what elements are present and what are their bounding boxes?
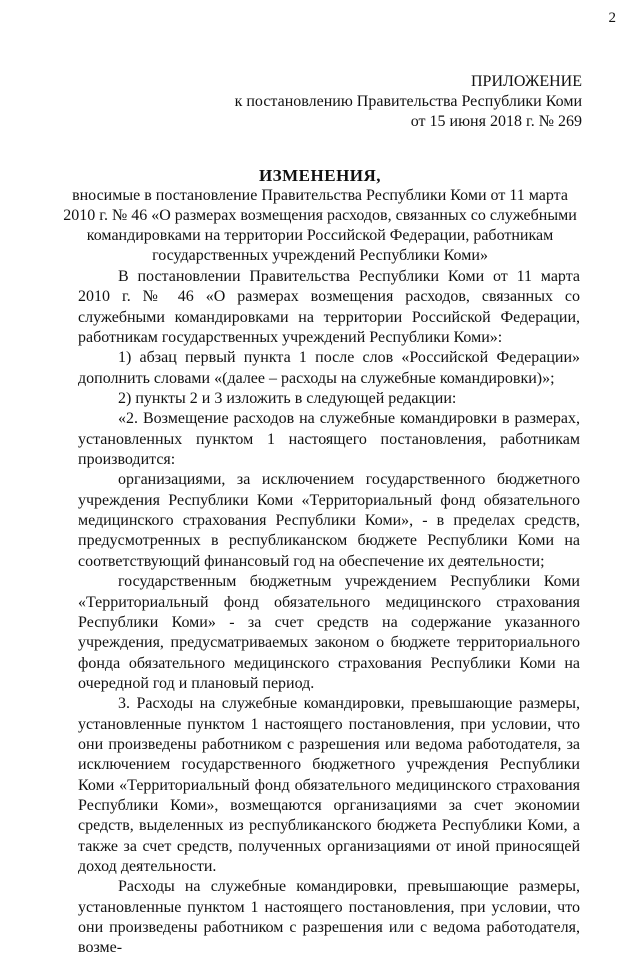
paragraph-intro: В постановлении Правительства Республики Коми от 11 марта 2010 г. № 46 «О размерах возмещения расходов, связанных со служебными командировками на территории Российской Федерации, работникам государственных учреждений Республики Коми»:: [78, 268, 580, 347]
appendix-reference: к постановлению Правительства Республики Коми: [234, 93, 582, 110]
paragraph-point-2: «2. Возмещение расходов на служебные командировки в размерах, установленных пунктом 1 настоящего постановления, работникам производится:: [78, 410, 580, 469]
page-number: 2: [608, 10, 616, 26]
body-text: [78, 267, 580, 959]
paragraph-point-3: 3. Расходы на служебные командировки, превышающие размеры, установленные пунктом 1 настоящего постановления, при условии, что они произведены работником с разрешения или ведома работодателя, за исключением государственного бюджетного учреждения Республики Коми «Территориальный фонд обязательного медицинского страхования Республики Коми», возмещаются организациями за счет экономии средств, выделенных из республиканского бюджета Республики Коми, а также за счет средств, полученных организациями от иной приносящей доход деятельности.: [78, 695, 580, 875]
paragraph-expenses: Расходы на служебные командировки, превышающие размеры, установленные пунктом 1 настоящего постановления, при условии, что они произведены работником с разрешения или с ведома работодателя, возме-: [78, 878, 580, 957]
heading-subtitle: вносимые в постановление Правительства Республики Коми от 11 марта 2010 г. № 46 «О размерах возмещения расходов, связанных со служебными командировками на территории Российской Федерации, работникам государственных учреждений Республики Коми»: [63, 187, 577, 264]
appendix-date: от 15 июня 2018 г. № 269: [410, 113, 582, 130]
paragraph-item-1: 1) абзац первый пункта 1 после слов «Российской Федерации» дополнить словами «(далее – расходы на служебные командировки)»;: [78, 349, 580, 387]
paragraph-item-2: 2) пункты 2 и 3 изложить в следующей редакции:: [118, 390, 457, 408]
heading-title: ИЗМЕНЕНИЯ,: [258, 166, 382, 185]
appendix-title: ПРИЛОЖЕНИЕ: [470, 73, 582, 90]
appendix-block: [235, 72, 582, 132]
paragraph-organizations: организациями, за исключением государственного бюджетного учреждения Республики Коми «Территориальный фонд обязательного медицинского страхования Республики Коми», - в пределах средств, предусмотренных в республиканском бюджете Республики Коми на соответствующий финансовый год на обеспечение их деятельности;: [78, 471, 580, 570]
paragraph-fund: государственным бюджетным учреждением Республики Коми «Территориальный фонд обязательного медицинского страхования Республики Коми» - за счет средств на содержание указанного учреждения, предусматриваемых законом о бюджете территориального фонда обязательного медицинского страхования Республики Коми на очередной год и плановый период.: [78, 573, 580, 692]
document-heading: [60, 166, 580, 266]
